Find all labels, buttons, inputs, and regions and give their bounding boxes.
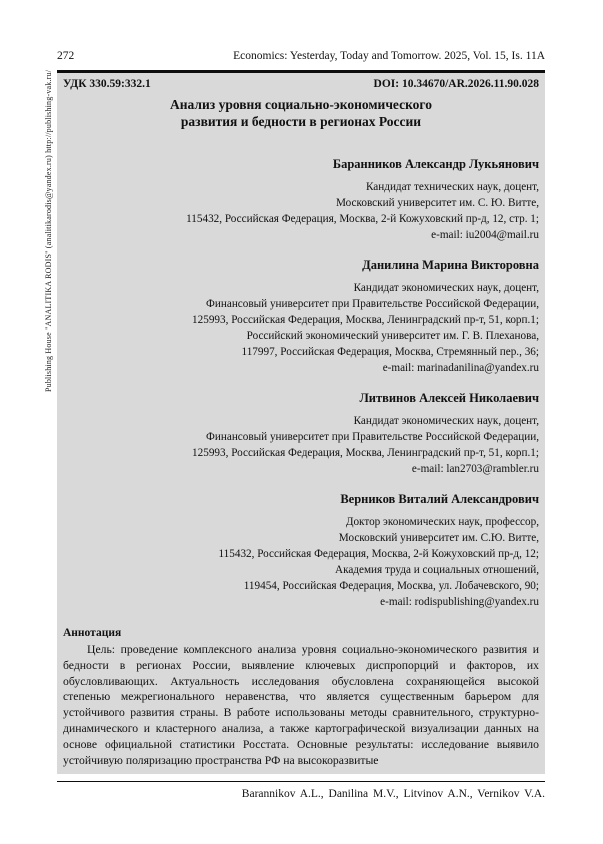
author-detail-line: Финансовый университет при Правительстве Российской Федерации,	[206, 298, 539, 310]
author-details	[63, 413, 539, 477]
author-email-line: e-mail: marinadanilina@yandex.ru	[382, 362, 539, 374]
footer-authors-line: Barannikov A.L., Danilina M.V., Litvinov A.N., Vernikov V.A.	[241, 788, 545, 801]
running-header	[57, 50, 545, 62]
journal-title-line: Economics: Yesterday, Today and Tomorrow. 2025, Vol. 15, Is. 11A	[233, 50, 545, 62]
page-content	[57, 50, 545, 800]
author-detail-line: Академия труда и социальных отношений,	[334, 564, 539, 576]
author-detail-line: Кандидат экономических наук, доцент,	[353, 282, 539, 294]
author-detail-line: Московский университет им. С.Ю. Витте,	[338, 532, 539, 544]
author-email-line: e-mail: rodispublishing@yandex.ru	[380, 596, 539, 608]
article-head-block	[57, 73, 545, 774]
page-number: 272	[57, 50, 75, 62]
author-detail-line: Кандидат технических наук, доцент,	[365, 181, 539, 193]
udk-code: УДК 330.59:332.1	[63, 78, 151, 90]
author-detail-line: 119454, Российская Федерация, Москва, ул. Лобачевского, 90;	[243, 580, 539, 592]
article-title	[63, 96, 539, 130]
author-email-line: e-mail: lan2703@rambler.ru	[411, 463, 539, 475]
author-detail-line: 117997, Российская Федерация, Москва, Стремянный пер., 36;	[241, 346, 539, 358]
author-details	[63, 179, 539, 243]
author-detail-line: 125993, Российская Федерация, Москва, Ленинградский пр-т, 51, корп.1;	[192, 314, 539, 326]
author-detail-line: 115432, Российская Федерация, Москва, 2-й Кожуховский пр-д, 12;	[218, 548, 539, 560]
author-name: Данилина Марина Викторовна	[362, 258, 539, 272]
author-block	[63, 390, 539, 477]
meta-row	[63, 77, 539, 91]
author-detail-line: Доктор экономических наук, профессор,	[345, 516, 539, 528]
abstract-heading: Аннотация	[63, 627, 122, 639]
author-email-line: e-mail: iu2004@mail.ru	[431, 229, 539, 241]
author-detail-line: Кандидат экономических наук, доцент,	[353, 415, 539, 427]
author-block	[63, 257, 539, 376]
abstract-text: Цель: проведение комплексного анализа уровня социально-экономического развития и бедности в регионах России, выявление ключевых диспропорций и факторов, их обусловливающих. Актуальность исследования обусловлена сохраняющейся высокой степенью межрегионального неравенства, что является существенным барьером для устойчивого развития страны. В работе использованы методы сравнительного, структурно-динамического и кластерного анализа, а также картографической визуализации данных на основе официальной статистики Росстата. Основные результаты: исследование выявило устойчивую поляризацию пространства РФ на высокоразвитые	[63, 643, 539, 767]
author-details	[63, 514, 539, 610]
author-detail-line: Российский экономический университет им. Г. В. Плеханова,	[246, 330, 539, 342]
footer-rule	[57, 781, 545, 782]
author-detail-line: Московский университет им. С. Ю. Витте,	[336, 197, 539, 209]
article-title-line1: Анализ уровня социально-экономического	[170, 97, 432, 112]
article-title-line2: развития и бедности в регионах России	[180, 114, 422, 129]
author-name: Литвинов Алексей Николаевич	[359, 391, 539, 405]
author-detail-line: 125993, Российская Федерация, Москва, Ленинградский пр-т, 51, корп.1;	[192, 447, 539, 459]
author-name: Баранников Александр Лукьянович	[332, 157, 539, 171]
author-block	[63, 156, 539, 243]
doi-code: DOI: 10.34670/AR.2026.11.90.028	[373, 78, 539, 90]
author-name: Верников Виталий Александрович	[340, 492, 539, 506]
author-block	[63, 491, 539, 610]
publisher-banner: Publishing House "ANALITIKA RODIS" (analitikarodis@yandex.ru) http://publishing-vak.ru/	[44, 69, 53, 392]
author-details	[63, 280, 539, 376]
author-detail-line: Финансовый университет при Правительстве Российской Федерации,	[206, 431, 539, 443]
author-detail-line: 115432, Российская Федерация, Москва, 2-й Кожуховский пр-д, 12, стр. 1;	[186, 213, 539, 225]
